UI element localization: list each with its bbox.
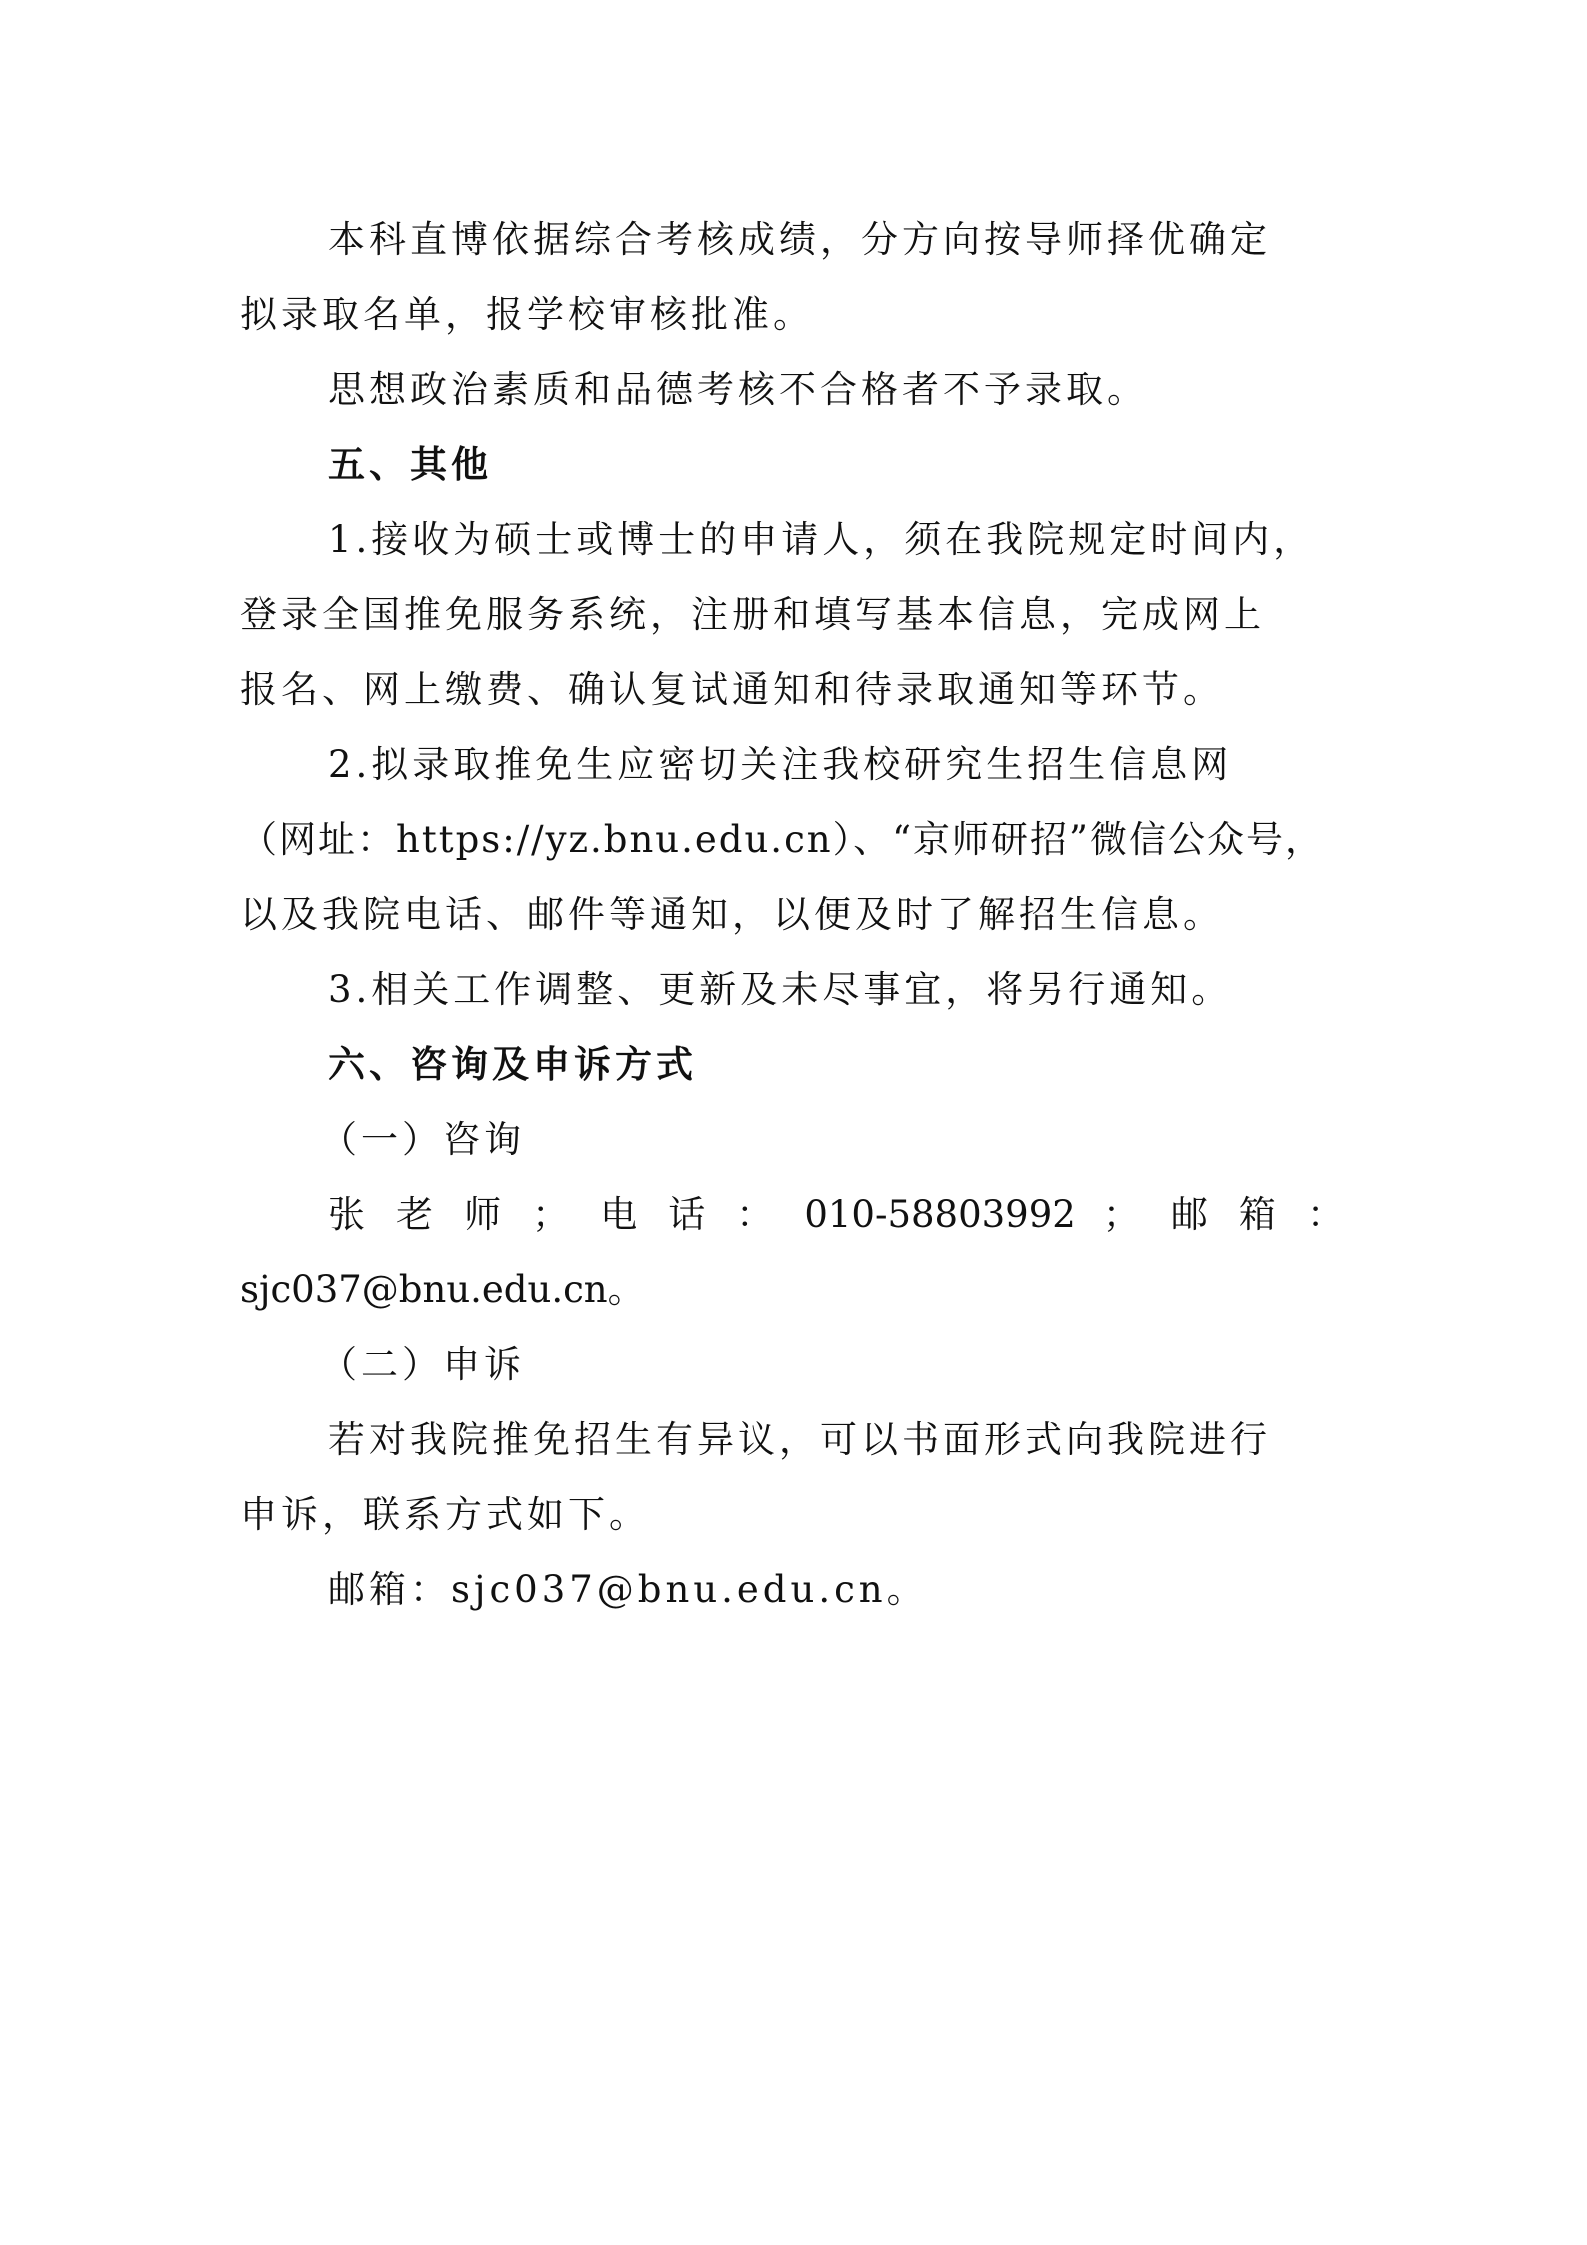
contact-email: sjc037@bnu.edu.cn。 [240, 1268, 645, 1311]
appeal-line-1: 若对我院推免招生有异议，可以书面形式向我院进行 [328, 1418, 1271, 1461]
section-heading-consult-appeal: 六、咨询及申诉方式 [328, 1042, 697, 1086]
item-2-line-1: 2.拟录取推免生应密切关注我校研究生招生信息网 [328, 743, 1233, 786]
contact-token: 师 [464, 1193, 506, 1236]
contact-phone: 010-58803992 [804, 1193, 1076, 1236]
section-heading-other: 五、其他 [328, 442, 492, 486]
contact-row [240, 1177, 1348, 1252]
document-body [240, 202, 1348, 1627]
item-1-line-1: 1.接收为硕士或博士的申请人，须在我院规定时间内， [328, 518, 1315, 561]
item-3: 3.相关工作调整、更新及未尽事宜，将另行通知。 [328, 968, 1233, 1011]
contact-token: ： [1306, 1193, 1348, 1236]
appeal-line-2: 申诉，联系方式如下。 [240, 1493, 650, 1536]
subheading-appeal: （二）申诉 [320, 1343, 525, 1386]
item-1-line-3: 报名、网上缴费、确认复试通知和待录取通知等环节。 [240, 668, 1224, 711]
paragraph-moral-assessment: 思想政治素质和品德考核不合格者不予录取。 [328, 368, 1148, 411]
item-1-line-2: 登录全国推免服务系统，注册和填写基本信息，完成网上 [240, 593, 1265, 636]
subheading-consult: （一）咨询 [320, 1118, 525, 1161]
contact-token: ； [1102, 1193, 1144, 1236]
item-2-line-2: （网址：https://yz.bnu.edu.cn）、“京师研招”微信公众号， [240, 818, 1324, 861]
contact-token: 老 [396, 1193, 438, 1236]
appeal-email: 邮箱：sjc037@bnu.edu.cn。 [328, 1568, 928, 1611]
contact-token: 电 [600, 1193, 642, 1236]
contact-token: ： [736, 1193, 778, 1236]
paragraph-admission-basis-line-1: 本科直博依据综合考核成绩，分方向按导师择优确定 [328, 218, 1271, 261]
paragraph-admission-basis-line-2: 拟录取名单，报学校审核批准。 [240, 293, 814, 336]
contact-token: ； [532, 1193, 574, 1236]
contact-token: 箱 [1238, 1193, 1280, 1236]
contact-token: 话 [668, 1193, 710, 1236]
contact-token: 邮 [1170, 1193, 1212, 1236]
contact-token: 张 [328, 1193, 369, 1236]
item-2-line-3: 以及我院电话、邮件等通知，以便及时了解招生信息。 [240, 893, 1224, 936]
